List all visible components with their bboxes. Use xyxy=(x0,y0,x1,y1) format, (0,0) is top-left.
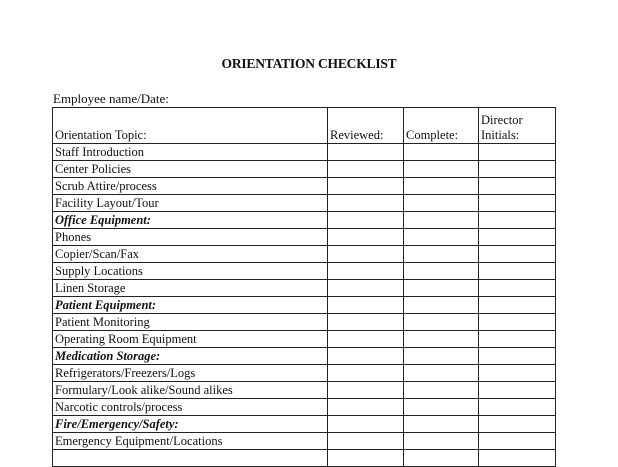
table-row xyxy=(53,229,556,246)
topic-cell: Operating Room Equipment xyxy=(53,331,328,348)
director-initials-cell[interactable] xyxy=(479,229,556,246)
reviewed-cell[interactable] xyxy=(328,161,404,178)
complete-cell[interactable] xyxy=(404,161,479,178)
director-initials-cell[interactable] xyxy=(479,348,556,365)
table-row xyxy=(53,314,556,331)
complete-cell[interactable] xyxy=(404,416,479,433)
section-header-row xyxy=(53,348,556,365)
director-initials-cell[interactable] xyxy=(479,314,556,331)
header-orientation-topic: Orientation Topic: xyxy=(53,108,328,144)
reviewed-cell[interactable] xyxy=(328,263,404,280)
director-initials-cell[interactable] xyxy=(479,450,556,467)
director-initials-cell[interactable] xyxy=(479,246,556,263)
director-initials-cell[interactable] xyxy=(479,365,556,382)
section-header-row xyxy=(53,416,556,433)
reviewed-cell[interactable] xyxy=(328,178,404,195)
reviewed-cell[interactable] xyxy=(328,246,404,263)
topic-cell: Formulary/Look alike/Sound alikes xyxy=(53,382,328,399)
header-director-initials xyxy=(479,108,556,144)
table-row xyxy=(53,450,556,467)
topic-cell: Staff Introduction xyxy=(53,144,328,161)
topic-cell: Refrigerators/Freezers/Logs xyxy=(53,365,328,382)
header-director-line2: Initials: xyxy=(481,128,520,142)
complete-cell[interactable] xyxy=(404,280,479,297)
topic-cell: Patient Monitoring xyxy=(53,314,328,331)
topic-cell: Phones xyxy=(53,229,328,246)
orientation-checklist-table xyxy=(52,107,556,467)
topic-cell: Fire/Emergency/Safety: xyxy=(53,416,328,433)
complete-cell[interactable] xyxy=(404,450,479,467)
topic-cell: Medication Storage: xyxy=(53,348,328,365)
table-row xyxy=(53,382,556,399)
table-row xyxy=(53,246,556,263)
complete-cell[interactable] xyxy=(404,144,479,161)
director-initials-cell[interactable] xyxy=(479,212,556,229)
director-initials-cell[interactable] xyxy=(479,195,556,212)
topic-cell xyxy=(53,450,328,467)
director-initials-cell[interactable] xyxy=(479,178,556,195)
director-initials-cell[interactable] xyxy=(479,297,556,314)
complete-cell[interactable] xyxy=(404,365,479,382)
header-complete: Complete: xyxy=(404,108,479,144)
director-initials-cell[interactable] xyxy=(479,280,556,297)
complete-cell[interactable] xyxy=(404,433,479,450)
director-initials-cell[interactable] xyxy=(479,331,556,348)
reviewed-cell[interactable] xyxy=(328,348,404,365)
director-initials-cell[interactable] xyxy=(479,416,556,433)
director-initials-cell[interactable] xyxy=(479,382,556,399)
topic-cell: Emergency Equipment/Locations xyxy=(53,433,328,450)
complete-cell[interactable] xyxy=(404,382,479,399)
complete-cell[interactable] xyxy=(404,297,479,314)
header-director-line1: Director xyxy=(481,113,523,127)
reviewed-cell[interactable] xyxy=(328,195,404,212)
header-reviewed: Reviewed: xyxy=(328,108,404,144)
complete-cell[interactable] xyxy=(404,229,479,246)
employee-name-date-label: Employee name/Date: xyxy=(53,91,169,106)
table-row xyxy=(53,178,556,195)
complete-cell[interactable] xyxy=(404,212,479,229)
table-row xyxy=(53,195,556,212)
reviewed-cell[interactable] xyxy=(328,314,404,331)
reviewed-cell[interactable] xyxy=(328,212,404,229)
reviewed-cell[interactable] xyxy=(328,280,404,297)
reviewed-cell[interactable] xyxy=(328,382,404,399)
table-row xyxy=(53,263,556,280)
table-row xyxy=(53,365,556,382)
complete-cell[interactable] xyxy=(404,195,479,212)
topic-cell: Scrub Attire/process xyxy=(53,178,328,195)
table-row xyxy=(53,161,556,178)
director-initials-cell[interactable] xyxy=(479,161,556,178)
reviewed-cell[interactable] xyxy=(328,331,404,348)
topic-cell: Copier/Scan/Fax xyxy=(53,246,328,263)
reviewed-cell[interactable] xyxy=(328,433,404,450)
complete-cell[interactable] xyxy=(404,399,479,416)
topic-cell: Facility Layout/Tour xyxy=(53,195,328,212)
reviewed-cell[interactable] xyxy=(328,229,404,246)
table-row xyxy=(53,280,556,297)
document-title: ORIENTATION CHECKLIST xyxy=(221,56,397,71)
topic-cell: Supply Locations xyxy=(53,263,328,280)
reviewed-cell[interactable] xyxy=(328,399,404,416)
reviewed-cell[interactable] xyxy=(328,450,404,467)
section-header-row xyxy=(53,297,556,314)
topic-cell: Linen Storage xyxy=(53,280,328,297)
topic-cell: Narcotic controls/process xyxy=(53,399,328,416)
topic-cell: Patient Equipment: xyxy=(53,297,328,314)
table-row xyxy=(53,144,556,161)
topic-cell: Center Policies xyxy=(53,161,328,178)
complete-cell[interactable] xyxy=(404,263,479,280)
table-row xyxy=(53,331,556,348)
complete-cell[interactable] xyxy=(404,348,479,365)
director-initials-cell[interactable] xyxy=(479,263,556,280)
table-header-row xyxy=(53,108,556,144)
table-row xyxy=(53,399,556,416)
director-initials-cell[interactable] xyxy=(479,144,556,161)
reviewed-cell[interactable] xyxy=(328,144,404,161)
complete-cell[interactable] xyxy=(404,331,479,348)
topic-cell: Office Equipment: xyxy=(53,212,328,229)
director-initials-cell[interactable] xyxy=(479,433,556,450)
complete-cell[interactable] xyxy=(404,178,479,195)
reviewed-cell[interactable] xyxy=(328,365,404,382)
table-row xyxy=(53,433,556,450)
director-initials-cell[interactable] xyxy=(479,399,556,416)
complete-cell[interactable] xyxy=(404,314,479,331)
complete-cell[interactable] xyxy=(404,246,479,263)
section-header-row xyxy=(53,212,556,229)
reviewed-cell[interactable] xyxy=(328,416,404,433)
reviewed-cell[interactable] xyxy=(328,297,404,314)
